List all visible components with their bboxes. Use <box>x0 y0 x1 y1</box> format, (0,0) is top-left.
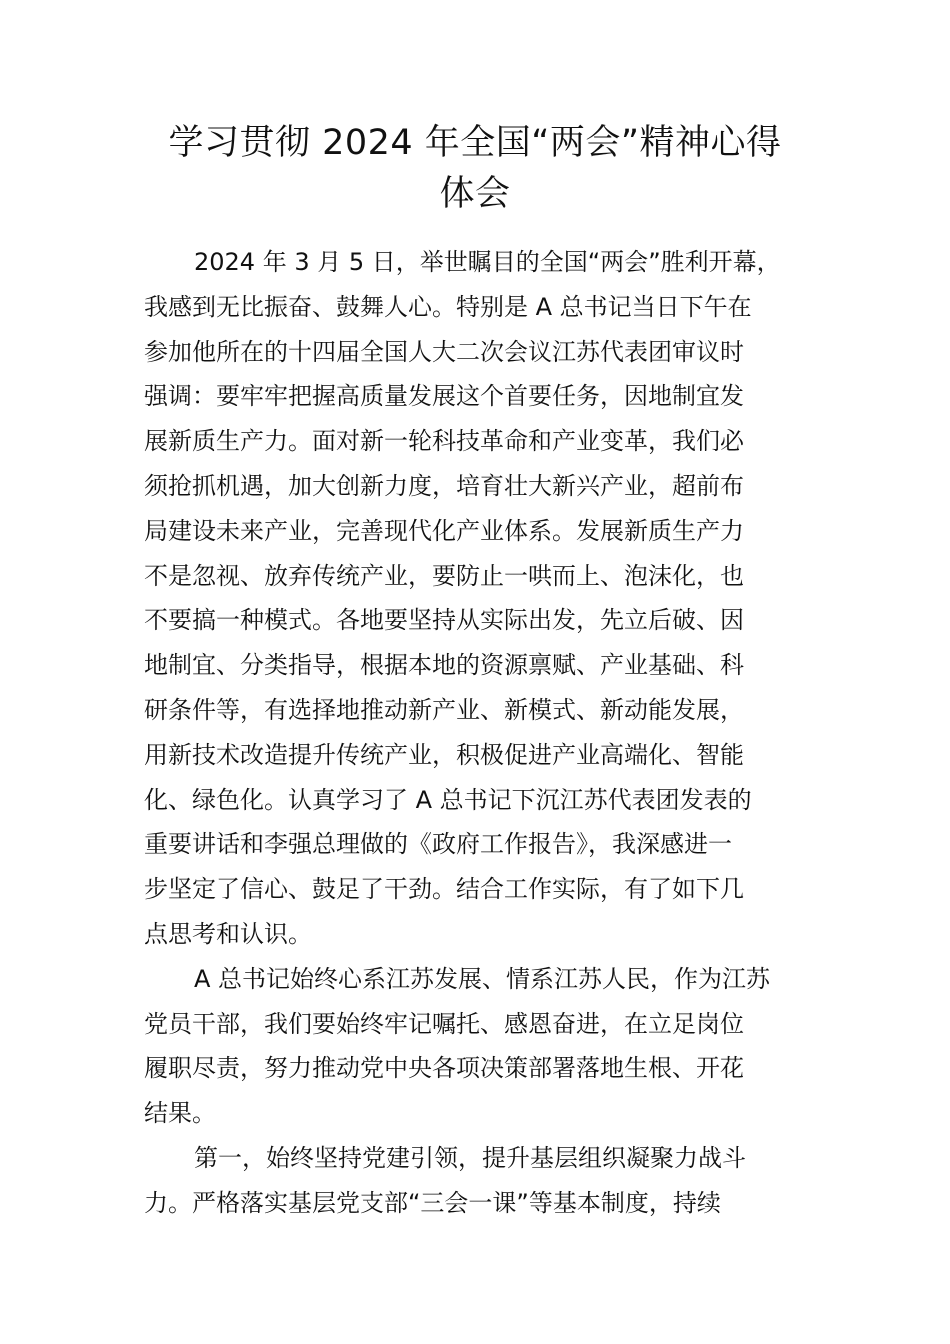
text-line: 结果。 <box>144 1099 216 1128</box>
paragraph-intro <box>144 240 834 957</box>
text-line: A 总书记始终心系江苏发展、情系江苏人民，作为江苏 <box>194 964 771 993</box>
text-line: 须抢抓机遇，加大创新力度，培育壮大新兴产业，超前布 <box>144 471 744 500</box>
title-line: 学习贯彻 2024 年全国“两会”精神心得 <box>168 123 782 163</box>
title-line: 体会 <box>439 174 511 214</box>
text-line: 党员干部，我们要始终牢记嘱托、感恩奋进，在立足岗位 <box>144 1009 744 1038</box>
text-line: 2024 年 3 月 5 日，举世瞩目的全国“两会”胜利开幕， <box>194 248 781 276</box>
text-line: 重要讲话和李强总理做的《政府工作报告》，我深感进一 <box>144 830 732 859</box>
paragraph-commitment <box>144 957 834 1136</box>
document-body <box>144 240 834 1226</box>
text-line: 强调：要牢牢把握高质量发展这个首要任务，因地制宜发 <box>144 382 744 411</box>
text-line: 力。严格落实基层党支部“三会一课”等基本制度，持续 <box>144 1188 721 1217</box>
text-line: 展新质生产力。面对新一轮科技革命和产业变革，我们必 <box>144 427 744 456</box>
text-line: 我感到无比振奋、鼓舞人心。特别是 A 总书记当日下午在 <box>144 292 752 321</box>
text-line: 局建设未来产业，完善现代化产业体系。发展新质生产力 <box>144 516 744 545</box>
text-line: 步坚定了信心、鼓足了干劲。结合工作实际，有了如下几 <box>144 875 744 904</box>
text-line: 不是忽视、放弃传统产业，要防止一哄而上、泡沫化，也 <box>144 561 744 590</box>
text-line: 化、绿色化。认真学习了 A 总书记下沉江苏代表团发表的 <box>144 785 752 814</box>
text-line: 用新技术改造提升传统产业，积极促进产业高端化、智能 <box>144 740 744 769</box>
text-line: 履职尽责，努力推动党中央各项决策部署落地生根、开花 <box>144 1054 744 1083</box>
paragraph-first-point <box>144 1136 834 1226</box>
text-line: 第一，始终坚持党建引领，提升基层组织凝聚力战斗 <box>194 1143 746 1172</box>
text-line: 不要搞一种模式。各地要坚持从实际出发，先立后破、因 <box>144 606 744 635</box>
text-line: 点思考和认识。 <box>144 919 312 948</box>
text-line: 研条件等，有选择地推动新产业、新模式、新动能发展， <box>144 695 744 724</box>
text-line: 参加他所在的十四届全国人大二次会议江苏代表团审议时 <box>144 337 744 366</box>
text-line: 地制宜、分类指导，根据本地的资源禀赋、产业基础、科 <box>144 651 744 680</box>
document-title <box>130 118 820 220</box>
